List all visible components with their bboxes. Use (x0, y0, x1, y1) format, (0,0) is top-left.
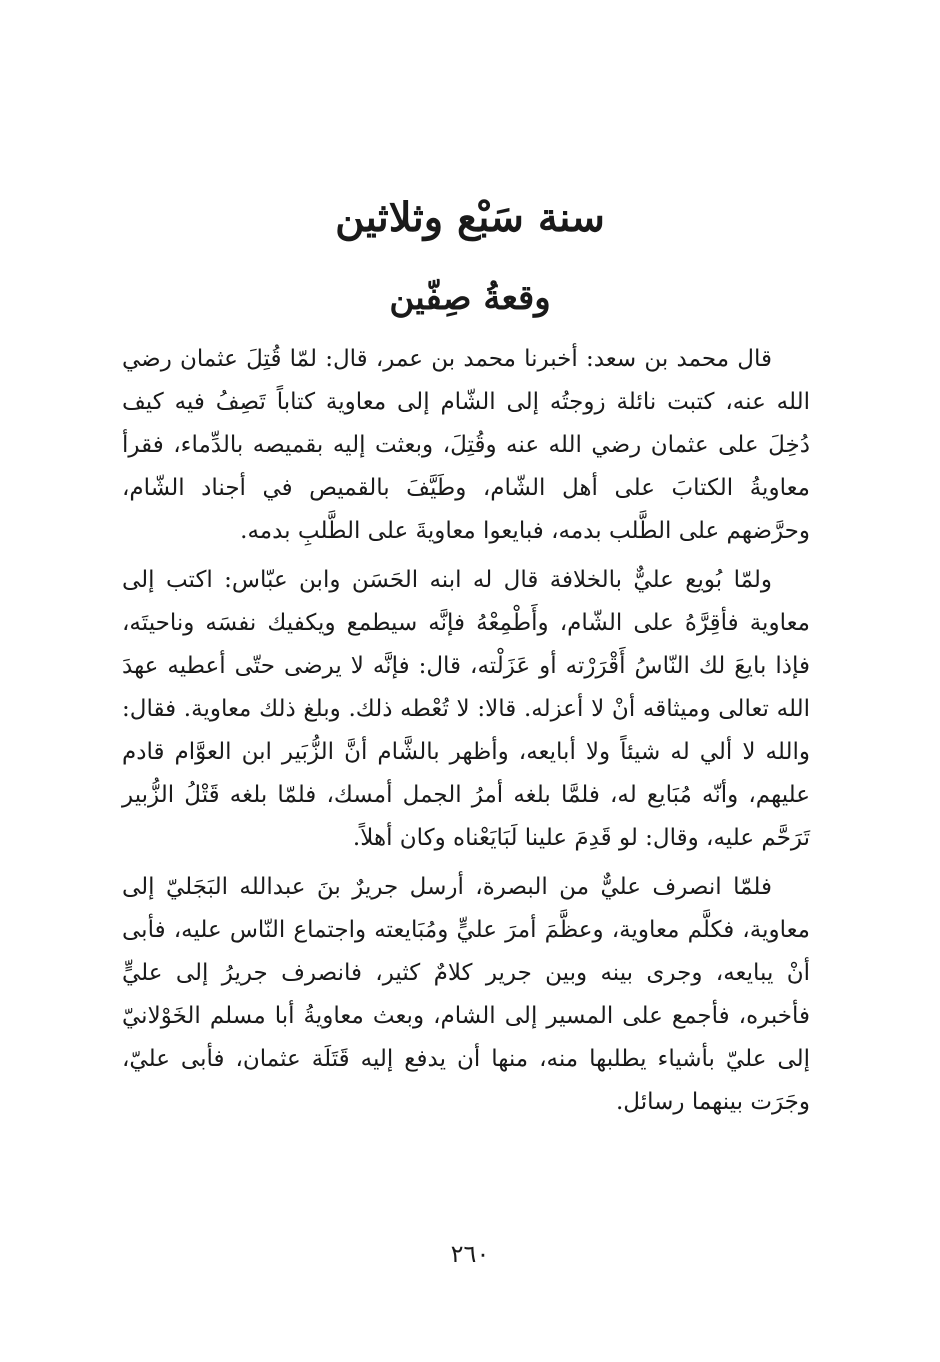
paragraph-2: ولمّا بُويع عليٌّ بالخلافة قال له ابنه الحَسَن وابن عبّاس: اكتب إلى معاوية فأقِرَّهُ على الشّام، وأَطْمِعْهُ فإنَّه سيطمع ويكفيك نفسَه وناحيتَه، فإذا بايعَ لك النّاسُ أَقْرَرْته أو عَزَلْته، قال: فإنَّه لا يرضى حتّى أعطيه عهدَ الله تعالى وميثاقه أنْ لا أعزله. قالا: لا تُعْطه ذلك. وبلغ ذلك معاوية. فقال: والله لا ألي له شيئاً ولا أبايعه، وأظهر بالشَّام أنَّ الزُّبَير ابن العوَّام قادم عليهم، وأنّه مُبَايع له، فلمَّا بلغه أمرُ الجمل أمسك، فلمّا بلغه قَتْلُ الزُّبير تَرَحَّم عليه، وقال: لو قَدِمَ علينا لَبَايَعْناه وكان أهلاً. (122, 567, 810, 851)
paragraph-3: فلمّا انصرف عليٌّ من البصرة، أرسل جريرٌ بنَ عبدالله البَجَليّ إلى معاوية، فكلَّم معاوية، وعظَّمَ أمرَ عليٍّ ومُبَايعته واجتماع النّاس عليه، فأبى أنْ يبايعه، وجرى بينه وبين جرير كلامٌ كثير، فانصرف جريرُ إلى عليٍّ فأخبره، فأجمع على المسير إلى الشام، وبعث معاويةُ أبا مسلم الخَوْلانيّ إلى عليّ بأشياء يطلبها منه، منها أن يدفع إليه قَتَلَة عثمان، فأبى عليّ، وجَرَت بينهما رسائل. (122, 874, 810, 1115)
page-number: ٢٦٠ (450, 1240, 490, 1268)
paragraph-1: قال محمد بن سعد: أخبرنا محمد بن عمر، قال: لمّا قُتِلَ عثمان رضي الله عنه، كتبت نائلة زوجتُه إلى الشّام إلى معاوية كتاباً تَصِفُ فيه كيف دُخِلَ على عثمان رضي الله عنه وقُتِلَ، وبعثت إليه بقميصه بالدِّماء، فقرأ معاويةُ الكتابَ على أهل الشّام، وطَيَّفَ بالقميص في أجناد الشّام، وحرَّضهم على الطَّلب بدمه، فبايعوا معاويةَ على الطَّلبِ بدمه. (122, 346, 810, 544)
page-title: سنة سَبْع وثلاثين (335, 194, 605, 241)
section-subtitle: وقعةُ صِفّين (389, 278, 551, 318)
body-text (122, 338, 810, 1130)
